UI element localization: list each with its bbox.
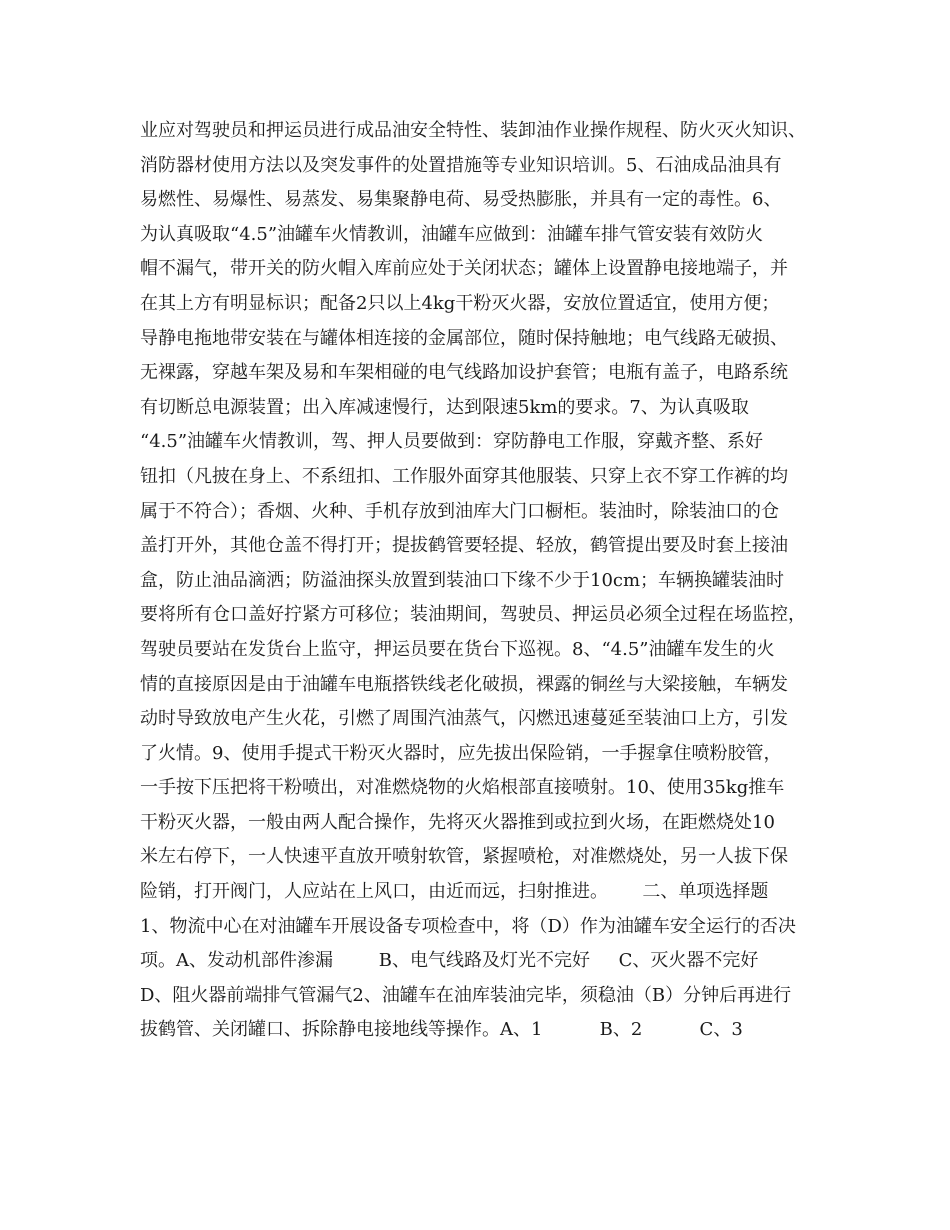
text-line: 消防器材使用方法以及突发事件的处置措施等专业知识培训。5、石油成品油具有: [140, 154, 782, 176]
body-text: [140, 114, 820, 1048]
text-line: 拔鹤管、关闭罐口、拆除静电接地线等操作。A、1 B、2 C、3: [140, 1019, 743, 1041]
text-line: 情的直接原因是由于油罐车电瓶搭铁线老化破损，裸露的铜丝与大梁接触，车辆发: [140, 673, 788, 695]
text-line: 易燃性、易爆性、易蒸发、易集聚静电荷、易受热膨胀，并具有一定的毒性。6、: [140, 189, 782, 211]
text-line: 为认真吸取“4.5”油罐车火情教训，油罐车应做到：油罐车排气管安装有效防火: [140, 223, 764, 245]
text-line: D、阻火器前端排气管漏气2、油罐车在油库装油完毕，须稳油（B）分钟后再进行: [140, 984, 792, 1006]
text-line: 盒，防止油品滴洒；防溢油探头放置到装油口下缘不少于10cm；车辆换罐装油时: [140, 569, 785, 591]
text-line: 项。A、发动机部件渗漏 B、电气线路及灯光不完好 C、灭火器不完好: [140, 950, 759, 972]
text-line: 无裸露，穿越车架及易和车架相碰的电气线路加设护套管；电瓶有盖子，电路系统: [140, 362, 788, 384]
text-line: 要将所有仓口盖好拧紧方可移位；装油期间，驾驶员、押运员必须全过程在场监控，: [140, 604, 806, 626]
text-line: 盖打开外，其他仓盖不得打开；提拔鹤管要轻提、轻放，鹤管提出要及时套上接油: [140, 535, 788, 557]
text-line: 动时导致放电产生火花，引燃了周围汽油蒸气，闪燃迅速蔓延至装油口上方，引发: [140, 708, 788, 730]
text-line: 业应对驾驶员和押运员进行成品油安全特性、装卸油作业操作规程、防火灭火知识、: [140, 120, 806, 141]
text-line: 属于不符合）；香烟、火种、手机存放到油库大门口橱柜。装油时，除装油口的仓: [140, 500, 779, 522]
text-line: 钮扣（凡披在身上、不系纽扣、工作服外面穿其他服装、只穿上衣不穿工作裤的均: [140, 465, 788, 487]
text-line: 帽不漏气，带开关的防火帽入库前应处于关闭状态；罐体上设置静电接地端子，并: [140, 258, 788, 280]
text-line: 了火情。9、使用手提式干粉灭火器时，应先拔出保险销，一手握拿住喷粉胶管，: [140, 742, 782, 764]
text-line: 导静电拖地带安装在与罐体相连接的金属部位，随时保持触地；电气线路无破损、: [140, 327, 788, 349]
text-line: 米左右停下，一人快速平直放开喷射软管，紧握喷枪，对准燃烧处，另一人拔下保: [140, 846, 788, 868]
text-line: 险销，打开阀门，人应站在上风口，由近而远，扫射推进。 二、单项选择题: [140, 881, 769, 903]
text-line: 1、物流中心在对油罐车开展设备专项检查中，将（D）作为油罐车安全运行的否决: [140, 915, 796, 937]
text-line: 一手按下压把将干粉喷出，对准燃烧物的火焰根部直接喷射。10、使用35kg推车: [140, 777, 785, 799]
text-line: 驾驶员要站在发货台上监守，押运员要在货台下巡视。8、“4.5”油罐车发生的火: [140, 638, 775, 660]
text-line: 干粉灭火器，一般由两人配合操作，先将灭火器推到或拉到火场，在距燃烧处10: [140, 811, 775, 833]
text-line: 有切断总电源装置；出入库减速慢行，达到限速5km的要求。7、为认真吸取: [140, 396, 749, 418]
text-line: “4.5”油罐车火情教训，驾、押人员要做到：穿防静电工作服，穿戴齐整、系好: [140, 431, 764, 453]
text-line: 在其上方有明显标识；配备2只以上4kg干粉灭火器，安放位置适宜，使用方便；: [140, 292, 780, 314]
